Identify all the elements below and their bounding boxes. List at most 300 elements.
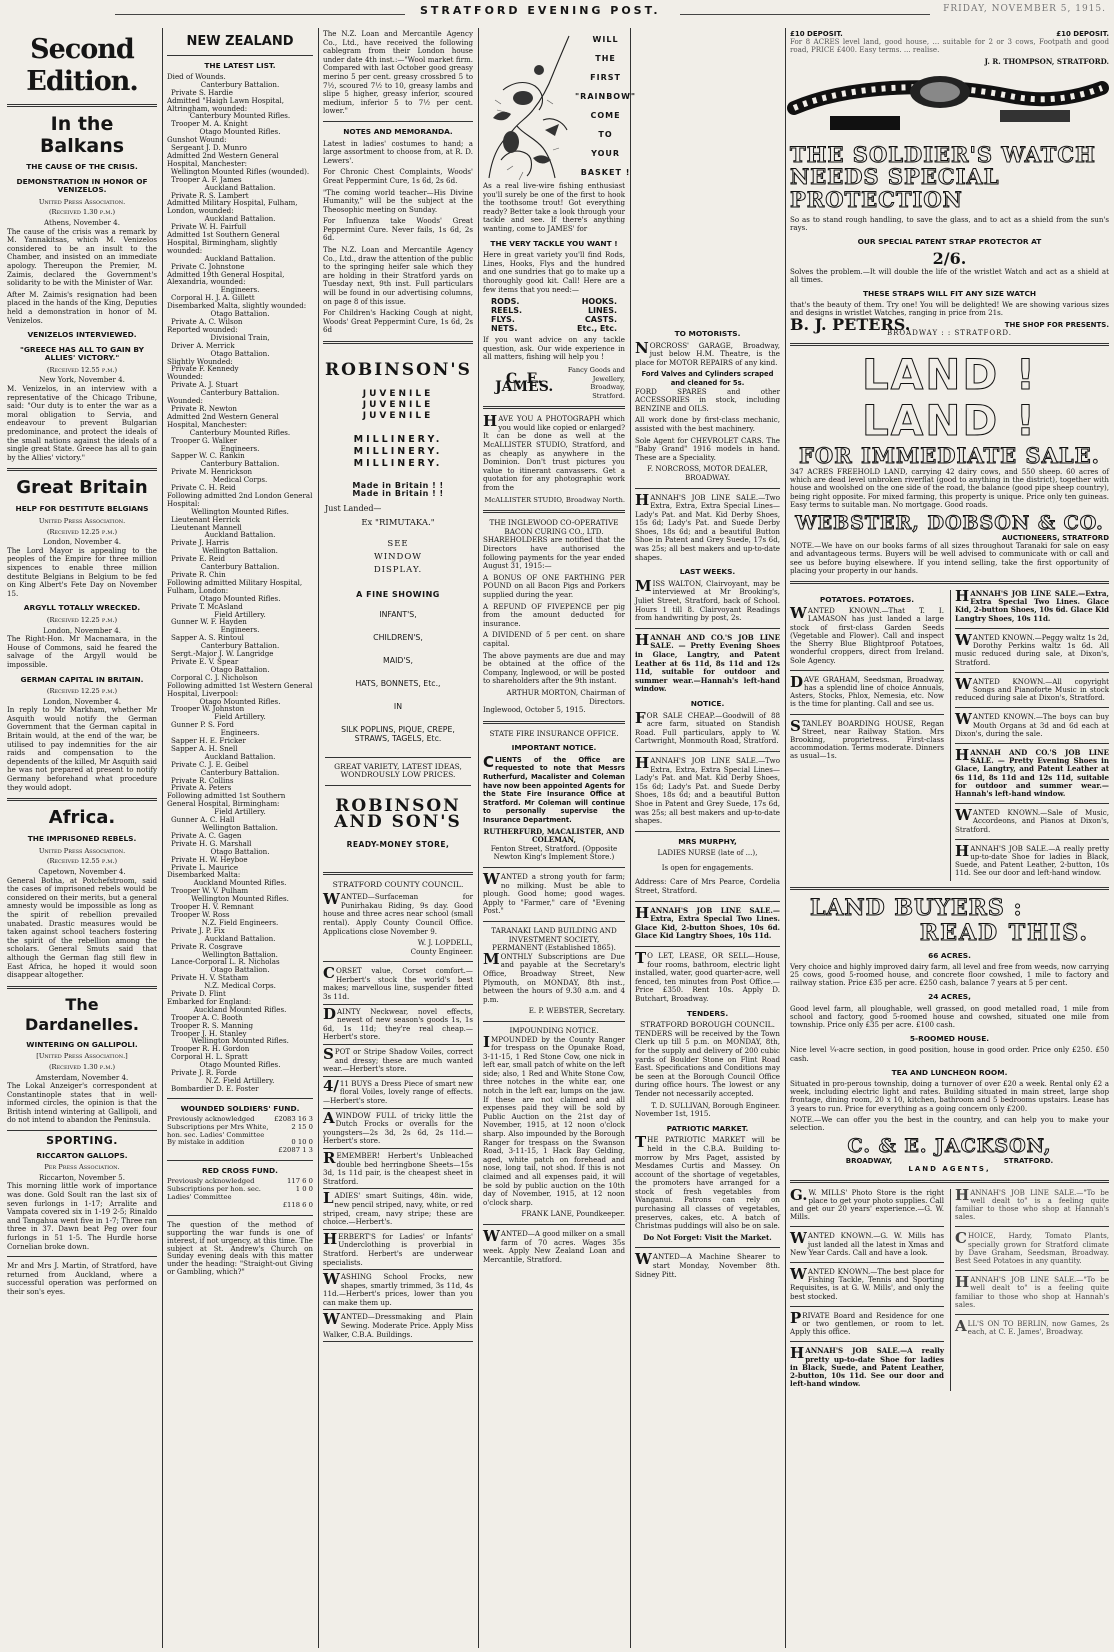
casualty-list-item: Sergt.-Major J. W. Langridge	[171, 649, 274, 659]
dateline: Athens, November 4.	[44, 217, 120, 227]
ad-line: Made in Britain ! !	[352, 480, 444, 490]
fund-heading: WOUNDED SOLDIERS' FUND.	[180, 1103, 300, 1113]
notice-signature: T. D. SULLIVAN, Borough Engineer.	[651, 1100, 780, 1110]
casualty-list	[167, 73, 313, 1093]
notice-body: IMPOUNDED by the County Ranger for trespass on the Opunake Road, 3-11-15, 1 Red Stone Cow, one nick in left ear, small patch of white on the left side; also, 1 Red and White Stone Cow, three notches in the white ear, one notch in the left ear, lumps on the jaw. If these are not claimed and all expenses paid they will be sold by Public Auction on the 21st day of November, 1915, at 12 noon o'clock sharp. Also impounded by the Borough Ranger for trespass on the Swanson Road, 3-11-15, 1 Hack Bay Gelding, aged, white patch on forehead and nose, long tail, not shod. If this is not claimed and all expenses paid, it will be sold by public auction on the 10th day of November, 1915, at 12 noon o'clock sharp.	[483, 1032, 625, 1207]
casualty-list-item: Otago Mounted Rifles.	[199, 696, 281, 706]
casualty-list-item: Private R. Chin	[171, 570, 226, 579]
casualty-list-item: Otago Battalion.	[210, 846, 270, 856]
tackle-item: LINES.	[587, 306, 617, 316]
casualty-list-item: Private F. Kennedy	[171, 364, 239, 374]
article-subheading: HELP FOR DESTITUTE BELGIANS	[15, 504, 149, 514]
fund-row	[167, 1147, 313, 1155]
fund-row-label: Previously acknowledged	[167, 1114, 255, 1123]
classified-ad: MISS WALTON, Clairvoyant, may be interviewed at Mr Brooking's, Juliet Street, Stratford, back of School. Hours 1 till 8. Clairvoyant Readings from handwriting by post, 2s.	[635, 576, 780, 623]
ad-item: HATS, BONNETS, Etc.,	[355, 678, 441, 688]
casualty-list-item: Wounded:	[167, 372, 203, 382]
ad-items	[325, 610, 471, 743]
ad-heading: £10 DEPOSIT.	[790, 30, 843, 38]
casualty-list-item: Following admitted 2nd London General Hospital:	[167, 490, 313, 508]
casualty-list-item: Wellington Mounted Rifles.	[191, 506, 289, 516]
notice-paragraph: A BONUS OF ONE FARTHING PER POUND on all Bacon Pigs and Porkers supplied during the year.	[483, 572, 625, 599]
masthead-date: FRIDAY, NOVEMBER 5, 1915.	[943, 4, 1106, 14]
listing-heading: TEA AND LUNCHEON ROOM.	[891, 1067, 1008, 1077]
divider	[790, 714, 944, 715]
section-heading: Great Britain	[16, 477, 148, 499]
classified-ad: WANTED KNOWN.—The best place for Fishing Tackle, Tennis and Sporting Requisites, is at G. W. Mills', and only the best stocked.	[790, 1265, 944, 1301]
casualty-list-item: Private A. J. Stuart	[171, 380, 239, 390]
casualty-list-item: Private J. P. Fix	[171, 925, 225, 935]
ad-line: GREAT VARIETY, LATEST IDEAS, WONDROUSLY LOW PRICES.	[334, 761, 462, 780]
article-subheading: DEMONSTRATION IN HONOR OF VENIZELOS.	[16, 176, 148, 195]
tackle-list-left	[491, 297, 522, 333]
casualty-list-item: Private M. Henrickson	[171, 467, 253, 477]
casualty-list-item: Private R. Cosgrave	[171, 941, 243, 951]
received-time: (Received 12.55 p.m.)	[46, 365, 118, 374]
article-paragraph: The Lord Mayor is appealing to the peoples of the Empire for three million sixpences to enable three million destitute Belgians in Belgium to be fed on King Albert's Fete Day on November 15.	[7, 545, 157, 598]
notice-date: November 1st, 1915.	[635, 1109, 711, 1119]
listing-body: Very choice and highly improved dairy farm, all level and free from weeds, now carrying 25 cows, good 5-roomed house, and concrete floor cowshed, 1 mile to factory and railway station. Price £35 per acre. £250 cash, balance 7 years at 5 per cent.	[790, 961, 1109, 988]
ad-heading: ROBINSON'S	[325, 360, 472, 380]
casualty-list-item: Admitted Military Hospital, Fulham, London, wounded:	[167, 198, 298, 216]
casualty-list-item: Otago Mounted Rifles.	[199, 593, 281, 603]
fund-row-label	[167, 1147, 274, 1155]
notice-paragraph: A DIVIDEND of 5 per cent. on share capital.	[483, 630, 625, 648]
divider	[323, 121, 473, 122]
ad-line: BROADWAY : : STRATFORD.	[887, 328, 1012, 337]
land-subheading: FOR IMMEDIATE SALE.	[799, 443, 1100, 469]
buyers-heading: LAND BUYERS :	[810, 894, 1023, 921]
casualty-list-item: Lieutenant Herrick	[171, 514, 240, 524]
rainbow-words	[575, 30, 636, 182]
casualty-list-item: Trooper W. Ross	[171, 909, 230, 919]
fund-row	[167, 1124, 313, 1140]
ad-paragraph: Sole Agent for CHEVROLET CARS. The "Baby Grand" 1916 models in hand. These are a Speciality.	[635, 435, 780, 462]
news-source: [United Press Association.]	[36, 1052, 128, 1061]
rainbow-word: THE	[595, 54, 616, 63]
dateline: Riccarton, November 5.	[39, 1172, 125, 1182]
divider	[323, 961, 473, 962]
casualty-list-item: Trooper A. F. James	[171, 174, 242, 184]
casualty-list-item: Trooper H. V. Remnant	[171, 902, 254, 912]
ad-subheading: OUR SPECIAL PATENT STRAP PROTECTOR AT	[857, 237, 1042, 247]
article-paragraph: The Lokal Anzeiger's correspondent at Constantinople states that in well-informed circles, the opinion is that the British intend wintering at Gallipoli, and do not intend to abandon the Peninsula.	[7, 1081, 157, 1125]
casualty-list-item: Wellington Mounted Rifles (wounded).	[170, 166, 310, 176]
casualty-list-item: Gunshot Wound:	[167, 135, 227, 145]
casualty-list-item: Private C. H. Reid	[171, 483, 236, 493]
news-source: United Press Association.	[38, 197, 126, 206]
divider	[7, 104, 157, 107]
tackle-item: HOOKS.	[581, 297, 617, 307]
ad-item: SILK POPLINS, PIQUE, CREPE, STRAWS, TAGELS, Etc.	[341, 724, 455, 743]
column-rule	[318, 28, 319, 1648]
casualty-list-item: Divisional Train,	[210, 332, 270, 342]
divider	[955, 1226, 1109, 1227]
notice-body: MONTHLY Subscriptions are Due and payable at the Secretary's Office, Broadway Street, New Plymouth, on MONDAY, 8th inst., between the hours of 9.30 a.m. and 4 p.m.	[483, 949, 625, 1004]
fund-row-label: Subscriptions per Mrs White, hon. sec. Ladies' Committee	[167, 1122, 269, 1139]
notice-body: Is open for engagements.	[661, 862, 754, 872]
ad-line: READY-MONEY STORE,	[346, 839, 450, 849]
notes-list	[323, 140, 473, 335]
casualty-list-item: Gunner W. F. Hayden	[171, 617, 247, 627]
casualty-list-item: Auckland Battalion.	[204, 214, 276, 224]
edition-heading: Second Edition.	[26, 34, 138, 97]
article-paragraph: Mr and Mrs J. Martin, of Stratford, have returned from Auckland, where a successful operation was performed on their son's eyes.	[7, 1261, 157, 1296]
divider	[790, 343, 1109, 346]
classified-ad: DAVE GRAHAM, Seedsman, Broadway, has a splendid line of choice Annuals, Asters, Stocks, Phlox, Nemesia, etc. Now is the time for planting. Call and see us.	[790, 672, 944, 709]
section-heading: SPORTING.	[46, 1134, 118, 1148]
casualty-list-item: Canterbury Battalion.	[200, 767, 280, 777]
classified-ad: HANNAH'S JOB LINE SALE.—"To be well dealt to" is a feeling quite familiar to those who shop at Hannah's sales.	[955, 1273, 1109, 1309]
ad-item: INFANT'S,	[379, 609, 417, 619]
ad-line: Made in Britain ! !	[352, 489, 444, 499]
rainbow-word: "RAINBOW"	[575, 92, 637, 101]
notice-footer: Do Not Forget: Visit the Market.	[643, 1232, 772, 1242]
classified-ad: FOR SALE CHEAP.—Goodwill of 88 acre farm, situated on Standish Road. Full particulars, apply to W. Cartwright, Monmouth Road, Stratford.	[635, 708, 780, 746]
classified-ad: G.W. MILLS' Photo Store is the right place to get your photo supplies. Call and get our 20 years' experience.—G. W. Mills.	[790, 1185, 944, 1222]
divider	[7, 986, 157, 989]
casualty-list-item: Sapper A. S. Rintoul	[171, 633, 244, 643]
casualty-list-item: Private H. W. Heyboe	[171, 854, 248, 864]
classified-ad: ALL'S ON TO BERLIN, now Games, 2s each, at C. E. James', Broadway.	[955, 1317, 1109, 1337]
casualty-list-item: Private E. V. Spear	[171, 656, 239, 666]
james-signature	[483, 366, 625, 400]
casualty-list-item: Private R. Collins	[171, 775, 234, 785]
casualty-list-item: Medical Corps.	[212, 475, 268, 485]
casualty-list-item: Field Artillery.	[214, 712, 266, 722]
casualty-list-item: Sergeant J. D. Munro	[171, 143, 247, 153]
divider	[955, 743, 1109, 744]
classified-ad: REMEMBER! Herbert's Unbleached double bed herringbone Sheets—15s 3d, 1s 11d pair, is the cheapest sheet in Stratford.	[323, 1152, 473, 1189]
casualty-list-item: Sapper W. C. Rankin	[171, 451, 245, 461]
divider	[7, 798, 157, 801]
classified-ad: HANNAH AND CO.'S JOB LINE SALE. — Pretty Evening Shoes in Glace, Langtry, and Patent Leather at 6s 11d, 8s 11d and 12s 11d, suitable for outdoor and summer wear.—Hannah's left-hand window.	[955, 745, 1109, 798]
notice-heading: STRATFORD BOROUGH COUNCIL.	[640, 1020, 775, 1030]
classified-ad: CHOICE, Hardy, Tomato Plants, specially grown for Stratford climate by Dave Graham, Seedsman, Broadway. Best Seed Potatoes in any quantity.	[955, 1229, 1109, 1266]
ad-line: Ex "RIMUTAKA."	[361, 518, 435, 529]
column-rule	[162, 28, 163, 1648]
classified-ad: HANNAH'S JOB LINE SALE.—Extra, Extra Special Two Lines. Glace Kid, 2-button Shoes, 10s 6d. Glace Kid Langtry Shoes, 10s 11d.	[635, 903, 780, 941]
rainbow-ad	[483, 30, 637, 182]
classified-ad: WANTED—A Machine Shearer to start Monday, November 8th. Sidney Pitt.	[635, 1250, 780, 1279]
ad-line: Fancy Goods and Jewellery, Broadway, Stratford.	[567, 365, 625, 400]
ad-paragraph: that's the beauty of them. Try one! You will be delighted! We are showing various sizes and designs in wristlet Watches, ranging in price from 21s.	[790, 300, 1109, 318]
casualty-list-item: Corporal H. L. Spratt	[171, 1052, 248, 1062]
classified-ad: LADIES' smart Suitings, 48in. wide, new pencil striped, navy, white, or red striped, cream, navy stripe; these are choice.—Herbert's.	[323, 1192, 473, 1229]
rainbow-word: WILL	[592, 35, 619, 44]
divider	[790, 581, 1109, 584]
casualty-list-item: Canterbury Battalion.	[200, 641, 280, 651]
tackle-item: CASTS.	[584, 315, 617, 325]
listing-heading: 24 ACRES,	[928, 992, 971, 1002]
fund-row-label: By mistake in addition	[167, 1138, 245, 1147]
casualty-list-item: Reported wounded:	[167, 324, 238, 334]
fund-row-label: Subscriptions per hon. sec. Ladies' Committee	[167, 1185, 261, 1201]
notice-heading: NOTICE.	[690, 698, 725, 708]
casualty-list-item: Otago Battalion.	[210, 309, 270, 319]
casualty-list-item: Trooper W. V. Pulham	[171, 886, 249, 896]
casualty-list-item: Lieutenant Mannell	[171, 522, 242, 532]
casualty-list-item: Embarked for England:	[167, 996, 252, 1006]
divider	[483, 921, 625, 922]
note-item: For Influenza take Woods' Great Peppermint Cure. Never fails, 1s 6d, 2s 6d.	[323, 216, 473, 243]
divider	[635, 831, 780, 832]
divider	[7, 468, 157, 471]
ad-line: STRATFORD.	[1003, 1157, 1054, 1166]
casualty-list-item: Trooper R. H. Gordon	[171, 1044, 250, 1054]
fund-row-amount: £2083 16 3	[274, 1114, 313, 1123]
fund-table	[167, 1116, 313, 1156]
casualty-list-item: Trooper W. Johnston	[171, 704, 245, 714]
masthead-rule-right	[680, 14, 930, 15]
divider	[7, 1130, 157, 1131]
classifieds-right	[950, 587, 1109, 880]
ad-heading: ROBINSON	[335, 795, 461, 816]
classified-ad: HANNAH AND CO.'S JOB LINE SALE. — Pretty Evening Shoes in Glace, Langtry, and Patent Leather at 6s 11d, 8s 11d and 12s 11d, suitable for outdoor and summer wear.—Hannah's left-hand window.	[635, 630, 780, 694]
notice-body	[483, 536, 625, 686]
ad-subheading: THESE STRAPS WILL FIT ANY SIZE WATCH	[862, 289, 1037, 299]
classified-ad: HANNAH'S JOB LINE SALE.—"To be well dealt to" is a feeling quite familiar to those who shop at Hannah's sales.	[955, 1185, 1109, 1222]
casualty-list-item: Wellington Battalion.	[202, 546, 278, 556]
article-paragraph: In reply to Mr Markham, whether Mr Asquith would notify the German Government that the German capital in Britain would, at the end of the war, be utilised to pay indemnities for the air raids and compensation to the dependents of the killed, Mr Asquith said he was not prepared at present to notify Germany beforehand what procedure they would adopt.	[7, 705, 157, 792]
listing-body: Nice level ¼-acre section, in good position, house in good order. Price only £250. £50 cash.	[790, 1045, 1109, 1063]
ad-heading: C. E. JAMES.	[495, 370, 554, 396]
classified-ad: WANTED KNOWN.—Sale of Music, Accordeons, and Pianos at Dixon's, Stratford.	[955, 806, 1109, 834]
article-subheading: RICCARTON GALLOPS.	[36, 1150, 128, 1160]
ad-line: JUVENILE	[362, 399, 434, 410]
column-4	[480, 30, 637, 1646]
ad-line: Just Landed—	[325, 503, 382, 513]
notice-body: THE PATRIOTIC MARKET will be held in the C.B.A. Building to-morrow by Mrs Paget, assisted by Mesdames Curtis and Massey. On account of the shortage of vegetables, the promoters have arranged for a stock of fresh vegetables from Wanganui. Patrons can rely on purchasing all classes of vegetables, preserves, cakes, etc. A batch of Christmas puddings will also be on sale.	[635, 1133, 780, 1231]
divider	[955, 1270, 1109, 1271]
casualty-list-item: Disembarked Malta, slightly wounded:	[167, 301, 307, 311]
tackle-item: RODS.	[491, 297, 520, 307]
column-rule	[630, 28, 631, 1648]
casualty-list-item: Corporal H. J. A. Gillett	[171, 293, 255, 303]
ad-line: LAND AGENTS,	[908, 1165, 991, 1174]
casualty-list-item: Admitted "Haigh Lawn Hospital, Altringham, wounded:	[167, 95, 285, 113]
article-subheading: THE LATEST LIST.	[204, 61, 276, 70]
ad-paragraph: NORCROSS' GARAGE, Broadway, just below H.M. Theatre, is the place for MOTOR REPAIRS of any kind.	[635, 338, 780, 367]
casualty-list-item: Gunner P. S. Ford	[171, 720, 234, 730]
casualty-list-item: Auckland Battalion.	[204, 530, 276, 540]
section-heading: In the Balkans	[39, 113, 125, 157]
classified-ad: SPOT or Stripe Shadow Voiles, correct and dressy; these are much wanted wear.—Herbert's store.	[323, 1048, 473, 1077]
article-paragraph: The N.Z. Loan and Mercantile Agency Co., Ltd., have received the following cablegram from their London house under date 4th inst.:—"Wool market firm. Compared with last October good greasy merino 5 per cent. greasy crossbred 5 to 7½, scoured 7½ to 10, greasy lambs and slipe 5 higher, greasy inferior, scoured medium, inferior 5 to 7½ per cent. lower."	[323, 29, 473, 116]
ad-line: SEE WINDOW DISPLAY.	[373, 538, 423, 575]
casualty-list-item: Lance-Corporal L. R. Nicholas	[171, 957, 280, 967]
listing-heading: 5-ROOMED HOUSE.	[909, 1034, 990, 1044]
notice-body: WANTED—Surfaceman for Punirhakau Riding, 9s day. Good house and three acres near school (small rental). Apply County Council Office. Applications close November 9.	[323, 890, 473, 936]
classified-ad: AWINDOW FULL of tricky little the Dutch Frocks or overalls for the youngsters—2s 3d, 2s 6d, 2s 11d.—Herbert's store.	[323, 1112, 473, 1149]
ad-line: MILLINERY.	[353, 433, 443, 445]
fund-row-amount: 1 0 0	[295, 1185, 313, 1194]
ad-heading: B. J. PETERS.	[790, 314, 911, 334]
casualty-list-item: Canterbury Mounted Rifles.	[189, 427, 291, 437]
divider	[483, 1021, 625, 1022]
column-5	[632, 30, 783, 1646]
divider	[955, 672, 1109, 673]
watch-heading: THE SOLDIER'S WATCH	[790, 142, 1096, 168]
divider	[790, 1180, 1109, 1183]
casualty-list-item: Otago Battalion.	[210, 965, 270, 975]
article-paragraph: After M. Zaimis's resignation had been placed in the hands of the King, Deputies held a demonstration in honor of M. Venizelos.	[7, 289, 157, 325]
casualty-list-item: Private R. S. Lambert	[171, 190, 249, 200]
casualty-list-item: N.Z. Field Engineers.	[201, 917, 279, 927]
section-heading: NEW ZEALAND	[186, 34, 294, 49]
casualty-list-item: Private C. J. E. Geibel	[171, 759, 249, 769]
casualty-list-item: Wellington Mounted Rifles.	[191, 894, 289, 904]
note-item: For Chronic Chest Complaints, Woods' Great Peppermint Cure, 1s 6d, 2s 6d.	[323, 167, 473, 185]
classified-ad: WANTED KNOWN.—That T. I. LAMASON has just landed a large stock of first-class Garden Seeds (Vegetable and Flower). Call and inspect the Sherry Blue Blightproof Potatoes, wonderful croppers, direct from Ireland. Sole Agency.	[790, 604, 944, 665]
casualty-list-item: Canterbury Battalion.	[200, 388, 280, 398]
dateline: Amsterdam, November 4.	[35, 1072, 129, 1082]
rainbow-word: COME	[590, 111, 621, 120]
classifieds-left	[790, 1185, 944, 1392]
notice-paragraph: SHAREHOLDERS are notified that the Directors have authorised the following payments for the year ended August 31, 1915:—	[483, 535, 625, 571]
robinson-ad	[323, 350, 473, 866]
casualty-list-item: Private E. Reid	[171, 554, 226, 564]
dateline: Capetown, November 4.	[38, 867, 126, 876]
ad-item: MAID'S,	[383, 655, 413, 665]
ad-line: BROADWAY,	[845, 1157, 893, 1166]
notice-signature: E. P. WEBSTER, Secretary.	[528, 1006, 625, 1016]
casualty-list-item: Private A. C. Wilson	[171, 317, 243, 326]
casualty-list-item: Driver A. Merrick	[171, 340, 235, 350]
notice-heading: POTATOES. POTATOES.	[819, 595, 915, 605]
watch-strap-illustration	[790, 74, 1109, 140]
casualty-list-item: Following admitted Military Hospital, Fulham, London:	[167, 577, 303, 595]
article-paragraph: The question of the method of supporting the war funds is one of interest, if not urgency, at this time. The subject at St. Andrew's Church on Sunday evening deals with this matter under the heading: "Straight-out Giving or Gambling, which?"	[167, 1219, 313, 1277]
notice-body: CLIENTS of the Office are requested to note that Messrs Rutherfurd, Macalister and Coleman have now been appointed Agents for the State Fire Insurance Office at Stratford. Mr Coleman will continue to personally supervise the Insurance Department.	[483, 752, 625, 825]
ad-paragraph: If you want advice on any tackle question, ask. Our wide experience in all matters, fishing will help you !	[483, 335, 625, 362]
casualty-list-item: Otago Battalion.	[210, 664, 270, 674]
divider	[790, 670, 944, 671]
casualty-list-item: Private D. Flint	[171, 989, 226, 999]
casualty-list-item: Private H. G. Marshall	[171, 838, 252, 848]
casualty-list-item: Private T. McAsland	[171, 601, 243, 611]
casualty-list-item: Following admitted 1st Southern General Hospital, Birmingham:	[167, 791, 286, 809]
buyers-heading: READ THIS.	[919, 919, 1089, 946]
casualty-list-item: Canterbury Mounted Rifles.	[189, 111, 291, 121]
news-source: United Press Association.	[38, 517, 126, 525]
ad-heading: WEBSTER, DOBSON & CO.	[795, 512, 1104, 535]
casualty-list-item: Otago Battalion.	[210, 348, 270, 358]
article-paragraph: The Right-Hon. Mr Macnamara, in the House of Commons, said he feared the salvage of the Argyll would be impossible.	[7, 634, 157, 669]
ad-paragraph: Here in great variety you'll find Rods, Lines, Hooks, Flys and the hundred and one sundries that go to make up a thoroughly good kit. Call! Here are a few items that you need:—	[483, 250, 625, 294]
casualty-list-item: N.Z. Medical Corps.	[204, 981, 276, 991]
casualty-list-item: Private A. Peters	[171, 783, 232, 793]
ad-signature: McALLISTER STUDIO, Broadway North.	[484, 495, 625, 504]
watch-price: 2/6.	[932, 248, 967, 268]
ad-paragraph: As a real live-wire fishing enthusiast you'll surely be one of the first to hook the toothsome trout! Got everything ready? Better take a look through your tackle and see. If there's anything wanting, come to JAMES' for	[483, 181, 625, 233]
article-subheading: ARGYLL TOTALLY WRECKED.	[23, 603, 141, 613]
ad-paragraph: For 8 ACRES level land, good house, ... suitable for 2 or 3 cows, Footpath and good road, PRICE £400. Easy terms. ... realise.	[790, 37, 1109, 55]
land-heading: LAND ! LAND !	[861, 350, 1038, 446]
article-paragraph: M. Venizelos, in an interview with a representative of the Chicago Tribune, said: "Our duty is to enter the war as a moral obligation to Servia, and endeavour to prevent Bulgarian predominance, and protect the ideals of the small nations against the ideals of a single great State. Greece has all to gain by the Allies' victory."	[7, 384, 157, 462]
notice-signature: FRANK LANE, Poundkeeper.	[521, 1209, 625, 1219]
notice-paragraph: A REFUND OF FIVEPENCE per pig from the amount deducted for insurance.	[483, 601, 625, 628]
column-6	[787, 30, 1112, 1646]
ad-paragraph: HAVE YOU A PHOTOGRAPH which you would like copied or enlarged? It can be done as well at the McALLISTER STUDIO, Stratford, and as cheaply as anywhere in the Dominion. Don't trust pictures you value to itinerant canvassers. Get a quotation for any photographic work from the	[483, 412, 625, 493]
classified-ad: 4/11 BUYS a Dress Piece of smart new floral Voiles, lovely range of effects.—Herbert's store.	[323, 1080, 473, 1109]
article-subheading: NOTES AND MEMORANDA.	[343, 126, 453, 136]
classified-list	[323, 964, 473, 1342]
casualty-list-item: Bombardier D. E. Foster	[171, 1083, 259, 1093]
casualty-list-item: Private C. Johnstone	[171, 261, 245, 271]
casualty-list-item: Field Artillery.	[214, 807, 266, 817]
fund-row-label: Previously acknowledged	[167, 1177, 255, 1186]
casualty-list-item: Died of Wounds.	[167, 71, 226, 81]
casualty-list-item: Sapper H. E. Fricker	[171, 736, 246, 746]
ad-heading: £10 DEPOSIT.	[1056, 30, 1109, 38]
classifieds-grid-bottom	[790, 1185, 1109, 1392]
listing-heading: 66 ACRES.	[928, 950, 971, 960]
notice-body: TENDERS will be received by the Town Clerk up till 5 p.m. on MONDAY, 8th, for the supply and delivery of 200 cubic yards of Boulder Stone on Flint Road East. Specifications and Conditions may be seen at the Borough Council Office during office hours. The lowest or any Tender not necessarily accepted.	[635, 1028, 780, 1098]
divider	[167, 1098, 313, 1099]
fund-row-amount: £2087 1 3	[278, 1146, 313, 1155]
tackle-item: NETS.	[491, 324, 518, 334]
ad-line: JUVENILE	[362, 410, 434, 421]
article-paragraph: This morning little work of importance was done. Gold Soult ran the last six of seven furlongs in 1-17; Arralite and Vampata covered six in 1-19 2-5; Rinaldo and Tangahua went five in 1-7; Three ran three in 37. Dawn beat Peg over four furlongs in 51 1-5. The Hurdle horse Cornelian broke down.	[7, 1181, 157, 1251]
casualty-list-item: Wounded:	[167, 396, 203, 406]
casualty-list-item: Trooper M. A. Knight	[171, 119, 248, 129]
divider	[790, 1306, 944, 1307]
ad-item: IN	[393, 701, 403, 711]
divider	[167, 1160, 313, 1161]
received-time: (Received 1.30 p.m.)	[48, 208, 116, 217]
classified-ad: WANTED—Dressmaking and Plain Sewing. Moderate Price. Apply Miss Walker, C.B.A. Buildings.	[323, 1313, 473, 1342]
ad-item: CHILDREN'S,	[373, 632, 423, 642]
section-heading: Africa.	[48, 807, 116, 829]
divider	[483, 406, 625, 409]
ad-paragraph: FORD SPARES and other ACCESSORIES in stock, including BENZINE and OILS.	[635, 386, 780, 413]
classified-ad: HANNAH'S JOB SALE.—A really pretty up-to-date Shoe for ladies in Black, Suede, and Patent Leather, 2-button, 10s 11d. See our door and left-hand window.	[790, 1344, 944, 1389]
notice-heading: TO MOTORISTS.	[674, 329, 741, 338]
divider	[635, 946, 780, 947]
masthead	[0, 0, 1114, 24]
classified-ad: HANNAH'S JOB LINE SALE.—Two Extra, Extra, Extra Special Lines—Lady's Pat. and Mat. Kid Derby Shoes, 15s 6d; Lady's Pat. and Suede Derby Shoes, 18s 6d; and a beautiful Button Shoe in Patent and Grey Suede, 17s 6d, was 25s; all best makers and up-to-date shapes.	[635, 753, 780, 826]
casualty-list-item: Gunner A. C. Hall	[171, 815, 235, 825]
classifieds-grid	[790, 587, 1109, 880]
divider	[483, 721, 625, 724]
casualty-list-item: Auckland Mounted Rifles.	[193, 1004, 287, 1014]
classified-ad: WANTED KNOWN.—All copyright Songs and Pianoforte Music in stock reduced during sale at Dixon's, Stratford.	[955, 674, 1109, 703]
tackle-list-right	[577, 297, 617, 333]
fund-heading: RED CROSS FUND.	[202, 1166, 278, 1176]
casualty-list-item: Engineers.	[220, 285, 260, 295]
casualty-list-item: Following admitted 1st Western General Hospital, Liverpool:	[167, 680, 313, 698]
divider	[635, 488, 780, 489]
casualty-list-item: Engineers.	[220, 625, 260, 635]
divider	[483, 510, 625, 513]
received-time: (Received 12.25 p.m.)	[46, 527, 118, 536]
watch-heading: NEEDS SPECIAL	[790, 164, 1000, 190]
casualty-list-item: Private L. Maurice	[171, 862, 239, 872]
column-rule	[785, 28, 786, 1648]
classified-ad: PRIVATE Board and Residence for one or two gentlemen, or room to let. Apply this office.	[790, 1308, 944, 1337]
classifieds-left	[790, 590, 944, 880]
classified-ad: STANLEY BOARDING HOUSE, Regan Street, near Railway Station. Mrs Brooking, proprietress. First-class accommodation. Terms moderate. Dinners as usual—1s.	[790, 716, 944, 761]
notice-signature: RUTHERFURD, MACALISTER, AND COLEMAN,	[483, 826, 625, 845]
fund-row-label	[167, 1202, 283, 1210]
casualty-list-item: Auckland Battalion.	[204, 253, 276, 263]
casualty-list-item: Field Artillery.	[214, 609, 266, 619]
divider	[635, 751, 780, 752]
casualty-list-item: Trooper R. S. Manning	[171, 1020, 254, 1030]
casualty-list-item: Trooper J. H. Stanley	[171, 1028, 247, 1038]
casualty-list-item: Engineers.	[220, 728, 260, 738]
